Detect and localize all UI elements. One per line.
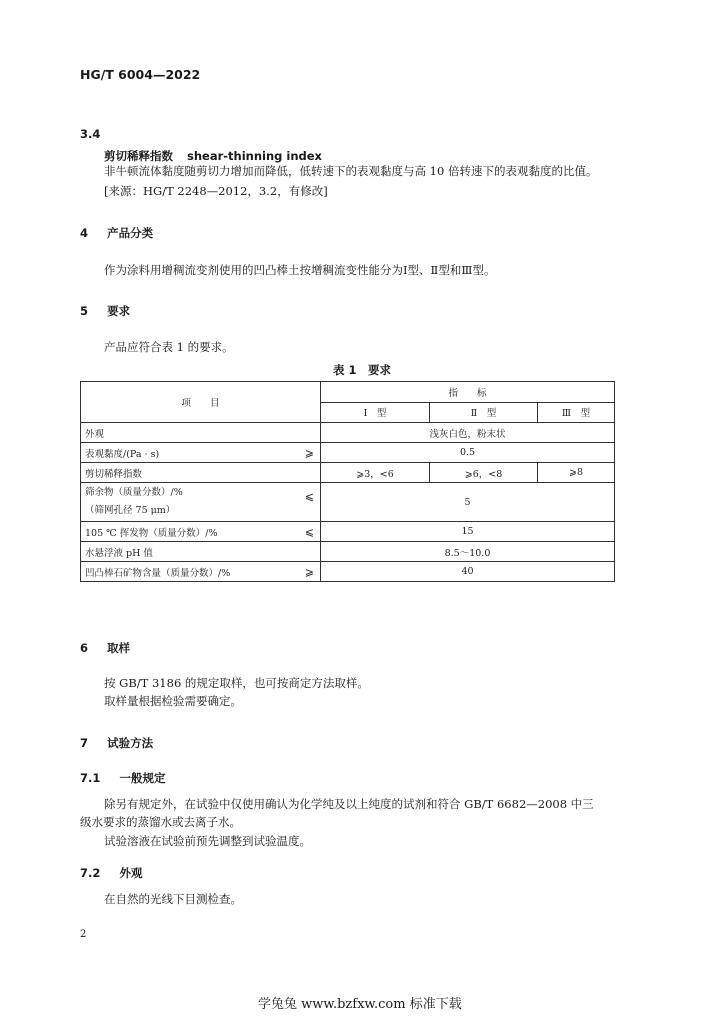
row-symbol: ⩽ xyxy=(304,490,314,503)
table-caption: 表 1 要求 xyxy=(332,363,391,377)
section-7-heading xyxy=(80,732,153,751)
section-7-1-text-1b: 级水要求的蒸馏水或去离子水。 xyxy=(80,815,241,829)
row-item: 水悬浮液 pH 值 xyxy=(81,542,321,562)
section-5-title: 要求 xyxy=(107,304,131,318)
section-7-1-text-2: 试验溶液在试验前预先调整到试验温度。 xyxy=(104,834,311,848)
section-5-text: 产品应符合表 1 的要求。 xyxy=(104,340,234,354)
row-value: 浅灰白色，粉末状 xyxy=(321,423,615,443)
section-4-heading xyxy=(80,222,153,241)
header-index: 指 标 xyxy=(321,382,615,403)
row-value: 15 xyxy=(321,522,615,542)
table-row xyxy=(81,562,615,582)
section-5-number: 5 xyxy=(80,304,89,318)
row-value-type-2: ⩾6，<8 xyxy=(430,463,538,483)
row-item: 剪切稀释指数 xyxy=(81,463,321,483)
row-value: 0.5 xyxy=(321,443,615,463)
section-7-1-number: 7.1 xyxy=(80,771,101,785)
table-row xyxy=(81,542,615,562)
section-4-title: 产品分类 xyxy=(107,226,154,240)
section-7-2-number: 7.2 xyxy=(80,866,101,880)
section-7-2-heading xyxy=(80,862,142,881)
row-symbol: ⩾ xyxy=(304,446,314,459)
section-4-text: 作为涂料用增稠流变剂使用的凹凸棒土按增稠流变性能分为Ⅰ型、Ⅱ型和Ⅲ型。 xyxy=(104,263,496,277)
section-6-title: 取样 xyxy=(107,641,131,655)
table-row xyxy=(81,483,615,522)
standard-code: HG/T 6004—2022 xyxy=(80,67,201,82)
section-7-1-text-1a: 除另有规定外，在试验中仅使用确认为化学纯及以上纯度的试剂和符合 GB/T 6682—2008 中三 xyxy=(104,797,594,811)
term-cn: 剪切稀释指数 xyxy=(104,149,173,163)
table-row xyxy=(81,423,615,443)
page-number: 2 xyxy=(80,929,87,940)
type-1: Ⅰ 型 xyxy=(321,402,430,423)
section-3-4-number: 3.4 xyxy=(80,127,101,141)
section-6-text-1: 按 GB/T 3186 的规定取样，也可按商定方法取样。 xyxy=(104,676,369,690)
row-item: 外观 xyxy=(81,423,321,443)
row-symbol: ⩽ xyxy=(304,525,314,538)
table-row xyxy=(81,463,615,483)
table-header-row xyxy=(81,382,615,403)
type-3: Ⅲ 型 xyxy=(538,402,615,423)
type-2: Ⅱ 型 xyxy=(430,402,538,423)
header-item: 项 目 xyxy=(81,382,321,423)
row-symbol: ⩾ xyxy=(304,565,314,578)
footer-watermark: 学兔兔 www.bzfxw.com 标准下载 xyxy=(258,997,462,1012)
row-item: 105 ℃ 挥发物（质量分数）/% ⩽ xyxy=(81,522,321,542)
row-value-type-1: ⩾3，<6 xyxy=(321,463,430,483)
term-en: shear-thinning index xyxy=(187,149,322,163)
section-6-text-2: 取样量根据检验需要确定。 xyxy=(104,694,242,708)
row-item: 筛余物（质量分数）/% （筛网孔径 75 μm） ⩽ xyxy=(81,483,321,522)
section-7-2-title: 外观 xyxy=(119,866,143,880)
section-6-number: 6 xyxy=(80,641,89,655)
term-source: [来源：HG/T 2248—2012，3.2，有修改] xyxy=(104,184,328,198)
row-value: 5 xyxy=(321,483,615,522)
row-item: 凹凸棒石矿物含量（质量分数）/% ⩾ xyxy=(81,562,321,582)
term-definition: 非牛顿流体黏度随剪切力增加而降低，低转速下的表观黏度与高 10 倍转速下的表观黏度的比值。 xyxy=(104,164,598,178)
section-7-2-text: 在自然的光线下目测检查。 xyxy=(104,892,242,906)
row-item: 表观黏度/(Pa · s) ⩾ xyxy=(81,443,321,463)
section-4-number: 4 xyxy=(80,226,89,240)
row-value-type-3: ⩾8 xyxy=(538,463,615,483)
term-heading xyxy=(104,145,322,164)
table-row xyxy=(81,522,615,542)
section-7-number: 7 xyxy=(80,736,89,750)
section-7-1-title: 一般规定 xyxy=(119,771,166,785)
section-7-title: 试验方法 xyxy=(107,736,154,750)
requirements-table xyxy=(80,381,615,582)
row-value: 8.5～10.0 xyxy=(321,542,615,562)
table-row xyxy=(81,443,615,463)
section-6-heading xyxy=(80,637,130,656)
row-value: 40 xyxy=(321,562,615,582)
section-5-heading xyxy=(80,300,130,319)
section-7-1-heading xyxy=(80,767,165,786)
